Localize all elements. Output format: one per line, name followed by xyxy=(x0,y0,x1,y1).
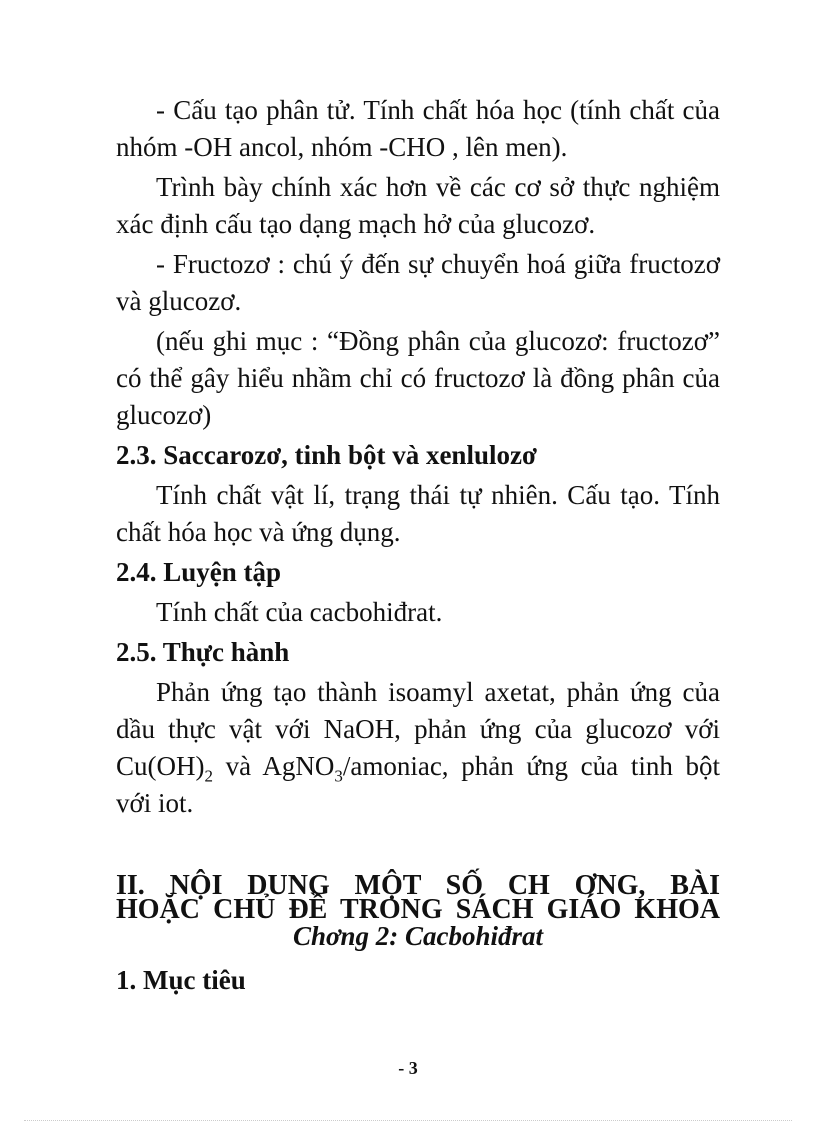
section-heading-line-1: II. NỘI DUNG MỘT SỐ CH ƠNG, BÀI xyxy=(116,870,720,901)
footer-divider xyxy=(24,1120,792,1121)
lab-text-a: Phản ứng tạo thành isoamyl axetat, phản ứng của dầu thực vật với NaOH, phản ứng của glucozơ với Cu(OH) xyxy=(116,677,720,781)
heading-objectives: 1. Mục tiêu xyxy=(116,965,246,995)
document-body xyxy=(116,92,720,999)
subscript-2: 2 xyxy=(204,766,213,786)
paragraph-saccharose: Tính chất vật lí, trạng thái tự nhiên. Cấu tạo. Tính chất hóa học và ứng dụng. xyxy=(116,480,720,547)
heading-2-3: 2.3. Saccarozơ, tinh bột và xenlulozơ xyxy=(116,440,537,470)
paragraph-isomer-note: (nếu ghi mục : “Đồng phân của glucozơ: fructozơ” có thể gây hiểu nhầm chỉ có fructozơ là đồng phân của glucozơ) xyxy=(116,326,720,430)
chapter-title: Chơng 2: Cacbohiđrat xyxy=(292,921,544,951)
subscript-3: 3 xyxy=(334,766,343,786)
paragraph-experimental-basis: Trình bày chính xác hơn về các cơ sở thực nghiệm xác định cấu tạo dạng mạch hở của glucozơ. xyxy=(116,172,720,239)
section-heading-line-2: HOẶC CHỦ ĐỀ TRONG SÁCH GIÁO KHOA xyxy=(116,894,720,925)
paragraph-lab-work xyxy=(116,674,720,822)
page-number: - 3 xyxy=(398,1058,418,1078)
heading-2-4: 2.4. Luyện tập xyxy=(116,557,282,587)
paragraph-practice: Tính chất của cacbohiđrat. xyxy=(156,597,443,627)
lab-text-c: /amoniac, phản ứng của tinh bột với iot. xyxy=(116,751,720,818)
paragraph-structure: - Cấu tạo phân tử. Tính chất hóa học (tính chất của nhóm -OH ancol, nhóm -CHO , lên men). xyxy=(116,95,720,162)
lab-text-b: và AgNO xyxy=(213,751,335,781)
paragraph-fructose: - Fructozơ : chú ý đến sự chuyển hoá giữa fructozơ và glucozơ. xyxy=(116,249,720,316)
heading-2-5: 2.5. Thực hành xyxy=(116,637,290,667)
